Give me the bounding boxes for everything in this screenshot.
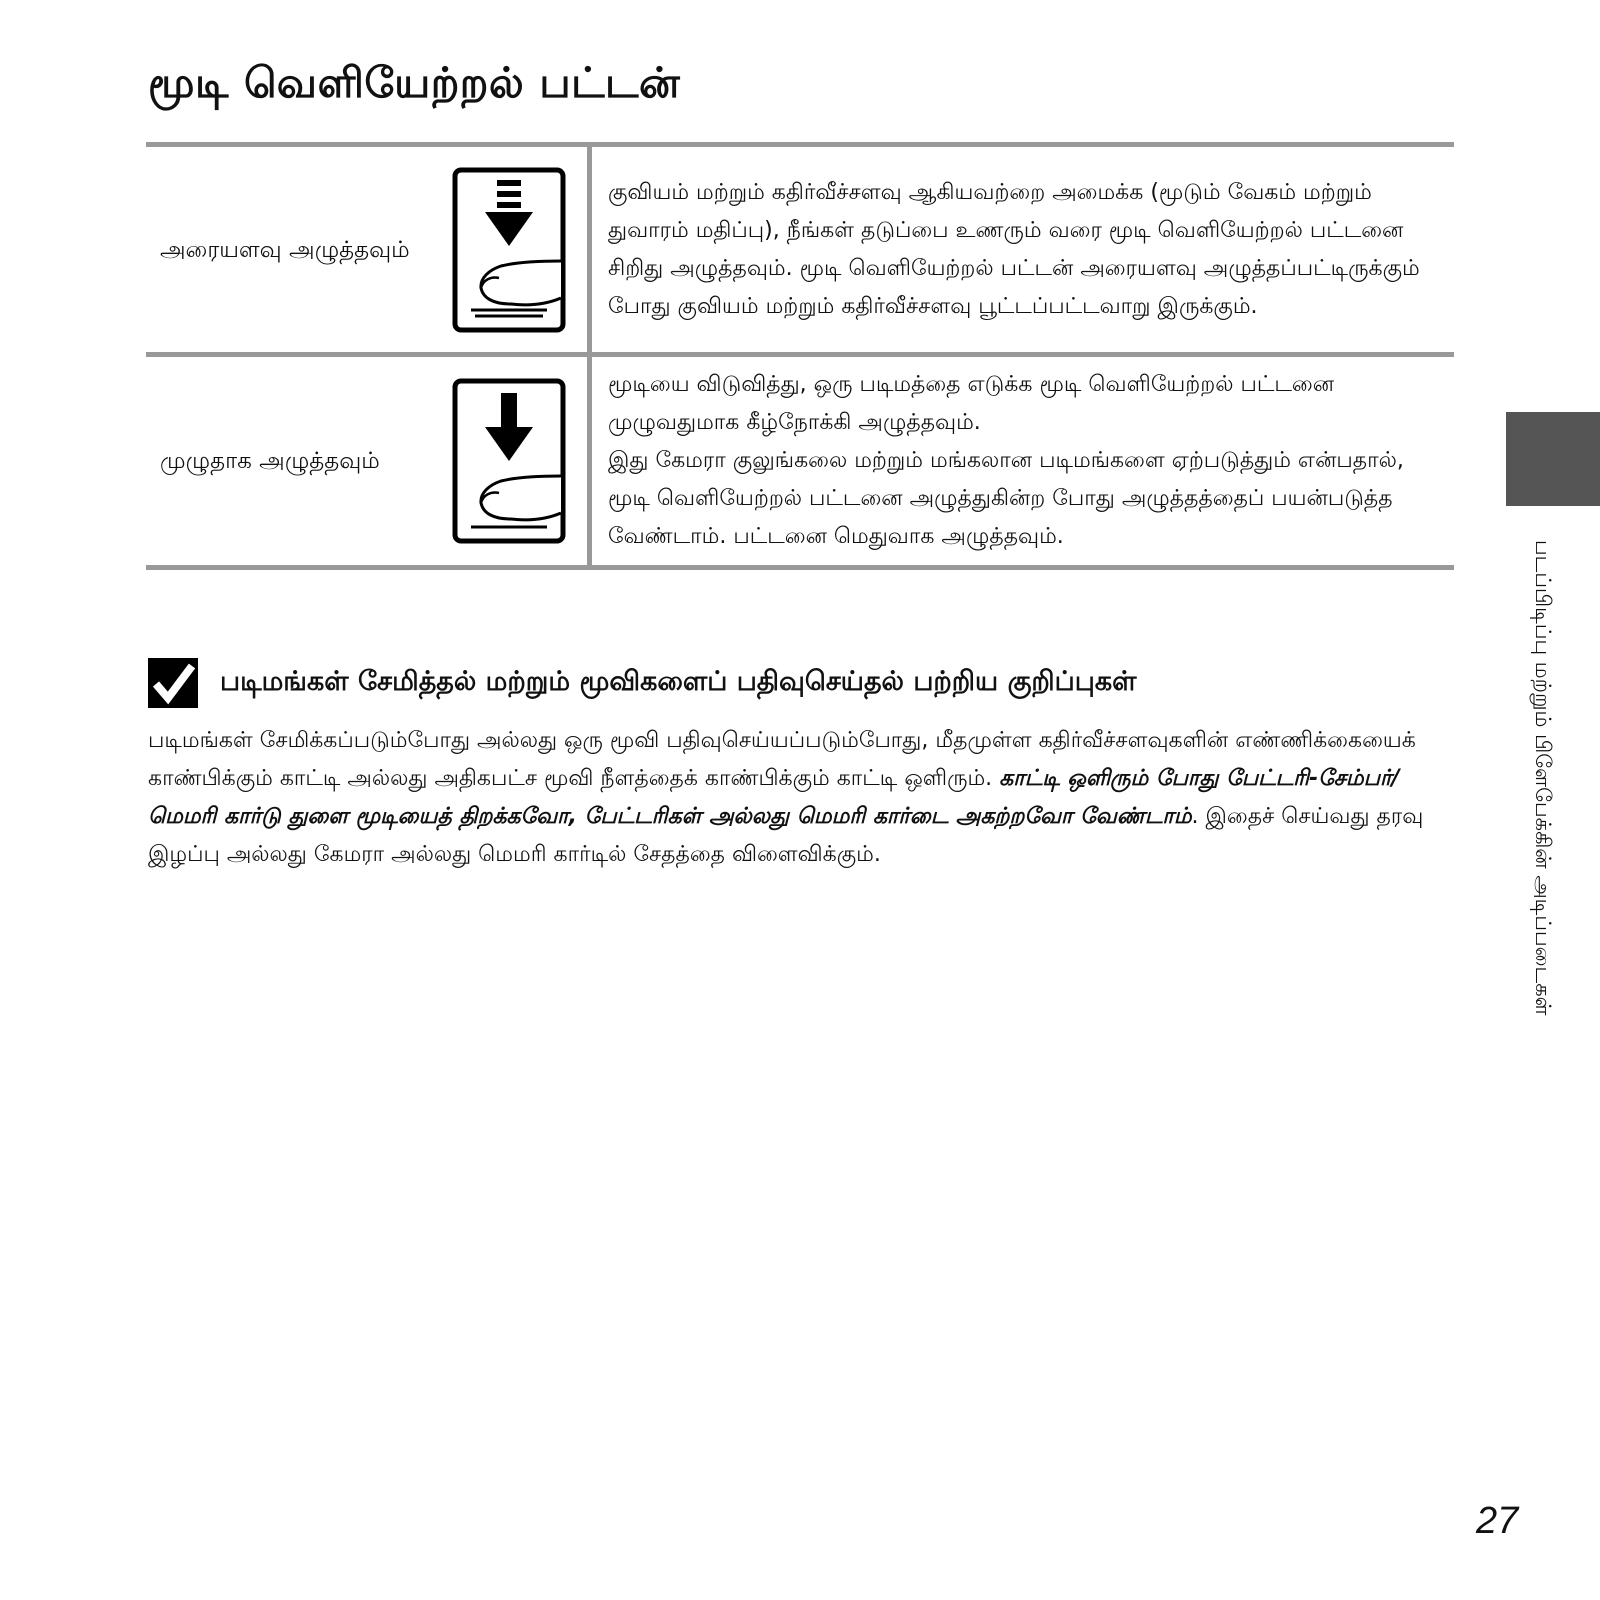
note-body-start: படிமங்கள் சேமிக்கப்படும்போது அல்லது ஒரு மூவி பதிவுசெய்யப்படும்போது, மீதமுள்ள கதிர்வீச்சளவுகளின் எண்ணிக்கையைக் காண்பிக்கும் காட்டி அல்லது அதிகபட்ச மூவி நீளத்தைக் காண்பிக்கும் காட்டி ஒளிரும். (148, 728, 1416, 791)
table-row-full-press (146, 355, 1454, 568)
page-title: மூடி வெளியேற்றல் பட்டன் (148, 58, 681, 107)
note-heading (148, 658, 1448, 708)
table-row-half-press (146, 145, 1454, 355)
full-press-shutter-icon (451, 377, 567, 545)
note-section (148, 658, 1448, 874)
row-description-half-press: குவியம் மற்றும் கதிர்வீச்சளவு ஆகியவற்றை அமைக்க (மூடும் வேகம் மற்றும் துவாரம் மதிப்பு), நீங்கள் தடுப்பை உணரும் வரை மூடி வெளியேற்றல் பட்டனை சிறிது அழுத்தவும். மூடி வெளியேற்றல் பட்டன் அரையளவு அழுத்தப்பட்டிருக்கும் போது குவியம் மற்றும் கதிர்வீச்சளவு பூட்டப்பட்டவாறு இருக்கும். (590, 145, 1455, 355)
shutter-button-table (146, 142, 1454, 570)
note-title: படிமங்கள் சேமித்தல் மற்றும் மூவிகளைப் பதிவுசெய்தல் பற்றிய குறிப்புகள் (220, 665, 1137, 697)
note-body-emphasis: காட்டி ஒளிரும் போது பேட்டரி-சேம்பர்/ மெமரி கார்டு துளை மூடியைத் திறக்கவோ, பேட்டரிகள் அல்லது மெமரி கார்டை அகற்றவோ வேண்டாம் (148, 766, 1400, 829)
page-number: 27 (1476, 1500, 1519, 1542)
row-label-full-press: முழுதாக அழுத்தவும் (160, 448, 380, 474)
section-side-label: படப்பிடிப்பு மற்றும் பிளேபேக்கின் அடிப்படைகள் (1531, 540, 1555, 1016)
row-description-full-press-line-1: மூடியை விடுவித்து, ஒரு படிமத்தை எடுக்க மூடி வெளியேற்றல் பட்டனை முழுவதுமாக கீழ்நோக்கி அழுத்தவும். (608, 372, 1335, 435)
checkmark-icon (148, 658, 198, 708)
row-label-half-press: அரையளவு அழுத்தவும் (160, 236, 410, 263)
half-press-shutter-icon (451, 166, 567, 334)
note-body (148, 722, 1448, 874)
row-description-full-press (590, 355, 1455, 568)
section-tab-marker (1506, 412, 1600, 506)
note-body-end: . இதைச் செய்வது தரவு இழப்பு அல்லது கேமரா அல்லது மெமரி கார்டில் சேதத்தை விளைவிக்கும். (148, 804, 1424, 867)
row-description-full-press-line-2: இது கேமரா குலுங்கலை மற்றும் மங்கலான படிமங்களை ஏற்படுத்தும் என்பதால், மூடி வெளியேற்றல் பட்டனை அழுத்துகின்ற போது அழுத்தத்தைப் பயன்படுத்த வேண்டாம். பட்டனை மெதுவாக அழுத்தவும். (608, 448, 1404, 549)
